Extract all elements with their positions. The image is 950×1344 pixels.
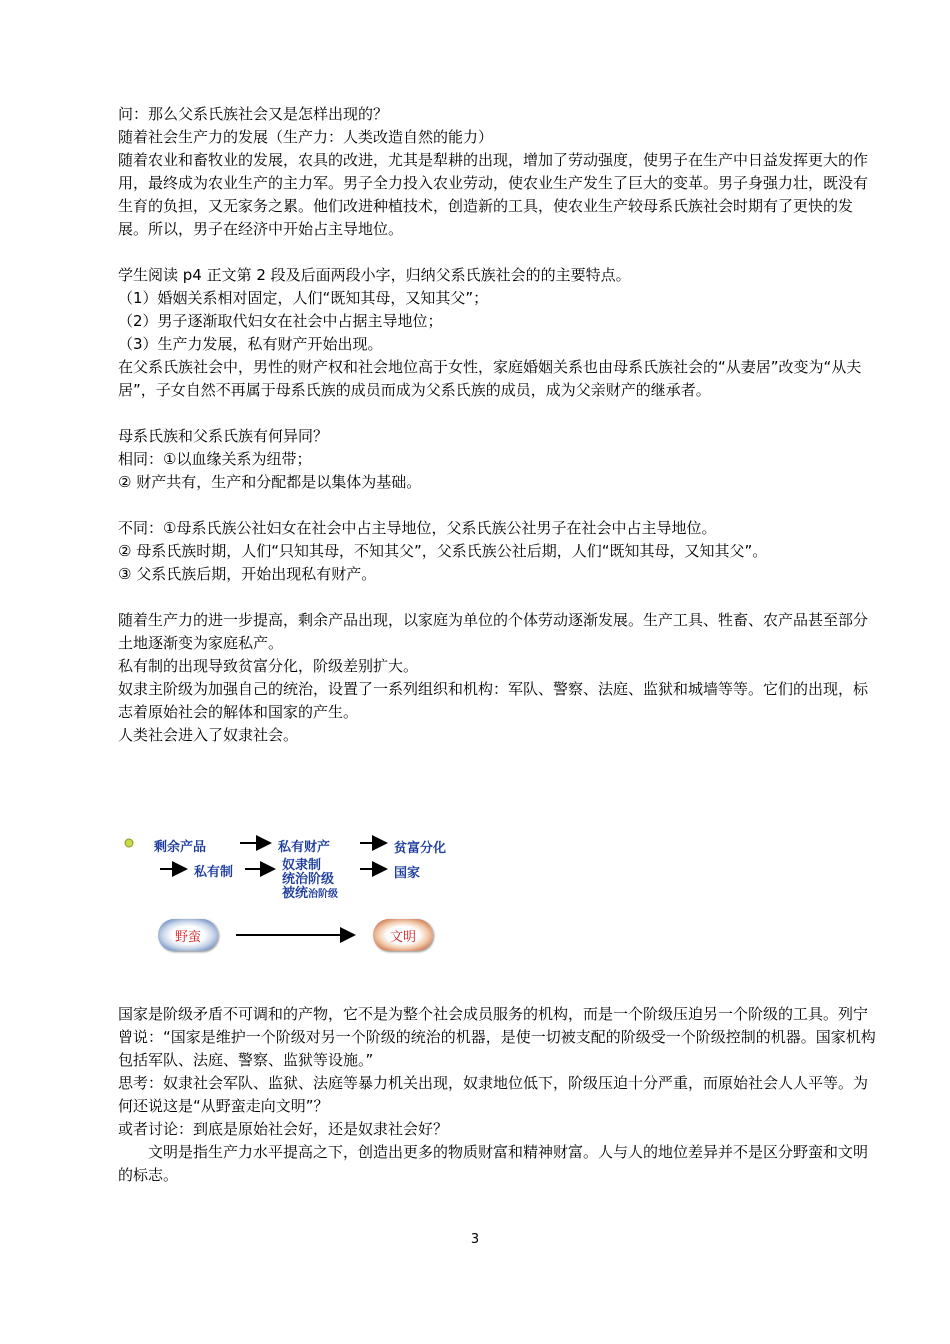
label-private-property: 私有财产 xyxy=(278,840,331,855)
reading-summary: 在父系氏族社会中，男性的财产权和社会地位高于女性，家庭婚姻关系也由母系氏族社会的“从妻居”改变为“从夫居”，子女自然不再属于母系氏族的成员而成为父系氏族的成员，成为父亲财产的继承者。 xyxy=(118,358,862,399)
reading-point-1: （1）婚姻关系相对固定，人们“既知其母，又知其父”； xyxy=(118,289,489,307)
label-surplus: 剩余产品 xyxy=(154,840,207,855)
page-number: 3 xyxy=(470,1232,480,1247)
badge-civilization xyxy=(373,919,433,951)
text-block-state xyxy=(118,1003,878,1187)
compare-same-1: 相同：①以血缘关系为纽带； xyxy=(118,450,312,468)
text-block-origin xyxy=(118,103,878,747)
paragraph-private-ownership: 私有制的出现导致贫富分化，阶级差别扩大。 xyxy=(118,657,419,675)
label-private-ownership: 私有制 xyxy=(194,865,234,880)
label-ruled-class xyxy=(282,882,338,901)
compare-diff-2: ② 母系氏族时期，人们“只知其母，不知其父”，父系氏族公社后期，人们“既知其母，又知其父”。 xyxy=(118,542,768,560)
label-ruling-class: 统治阶级 xyxy=(282,872,335,887)
paragraph-slaveowner: 奴隶主阶级为加强自己的统治，设置了一系列组织和机构：军队、警察、法庭、监狱和城墙等等。它们的出现，标志着原始社会的解体和国家的产生。 xyxy=(118,680,869,721)
badge-civilization-label: 文明 xyxy=(389,929,416,945)
badge-barbarism-label: 野蛮 xyxy=(174,929,201,945)
compare-diff-1: 不同：①母系氏族公社妇女在社会中占主导地位，父系氏族公社男子在社会中占主导地位。 xyxy=(118,519,717,537)
paragraph-discussion: 或者讨论：到底是原始社会好，还是奴隶社会好？ xyxy=(118,1120,449,1138)
compare-question: 母系氏族和父系氏族有何异同？ xyxy=(118,427,329,445)
paragraph-state-definition: 国家是阶级矛盾不可调和的产物，它不是为整个社会成员服务的机构，而是一个阶级压迫另一个阶级的工具。列宁曾说：“国家是维护一个阶级对另一个阶级的统治的机器，是使一切被支配的阶级受一个阶级控制的机器。国家机构包括军队、法庭、警察、监狱等设施。” xyxy=(118,1005,876,1069)
badge-barbarism xyxy=(158,919,218,951)
label-state: 国家 xyxy=(394,866,421,881)
paragraph-thinking-question: 思考：奴隶社会军队、监狱、法庭等暴力机关出现，奴隶地位低下，阶级压迫十分严重，而原始社会人人平等。为何还说这是“从野蛮走向文明”？ xyxy=(118,1074,869,1115)
reading-point-2: （2）男子逐渐取代妇女在社会中占据主导地位； xyxy=(118,312,443,330)
compare-diff-3: ③ 父系氏族后期，开始出现私有财产。 xyxy=(118,565,377,583)
paragraph-agriculture: 随着农业和畜牧业的发展，农具的改进，尤其是犁耕的出现，增加了劳动强度，使男子在生产中日益发挥更大的作用，最终成为农业生产的主力军。男子全力投入农业劳动，使农业生产发生了巨大的变革。男子身强力壮，既没有生育的负担，又无家务之累。他们改进种植技术，创造新的工具，使农业生产较母系氏族社会时期有了更快的发展。所以，男子在经济中开始占主导地位。 xyxy=(118,151,869,238)
paragraph-slave-society: 人类社会进入了奴隶社会。 xyxy=(118,726,299,744)
reading-intro: 学生阅读 p4 正文第 2 段及后面两段小字，归纳父系氏族社会的的主要特点。 xyxy=(118,266,631,284)
label-wealth-gap: 贫富分化 xyxy=(394,841,447,856)
label-ruled-suffix: 治阶级 xyxy=(308,889,339,900)
label-slavery: 奴隶制 xyxy=(282,858,322,873)
compare-same-2: ② 财产共有，生产和分配都是以集体为基础。 xyxy=(118,473,422,491)
civilization-diagram xyxy=(118,826,538,966)
bullet-icon xyxy=(125,839,133,847)
question-patrilineal-origin: 问：那么父系氏族社会又是怎样出现的？ xyxy=(118,105,389,123)
label-ruled-prefix: 被统 xyxy=(282,886,309,901)
paragraph-surplus: 随着生产力的进一步提高，剩余产品出现，以家庭为单位的个体劳动逐渐发展。生产工具、牲畜、农产品甚至部分土地逐渐变为家庭私产。 xyxy=(118,611,869,652)
productivity-note: 随着社会生产力的发展（生产力：人类改造自然的能力） xyxy=(118,128,494,146)
reading-point-3: （3）生产力发展，私有财产开始出现。 xyxy=(118,335,383,353)
paragraph-civilization-definition: 文明是指生产力水平提高之下，创造出更多的物质财富和精神财富。人与人的地位差异并不是区分野蛮和文明的标志。 xyxy=(118,1143,869,1184)
